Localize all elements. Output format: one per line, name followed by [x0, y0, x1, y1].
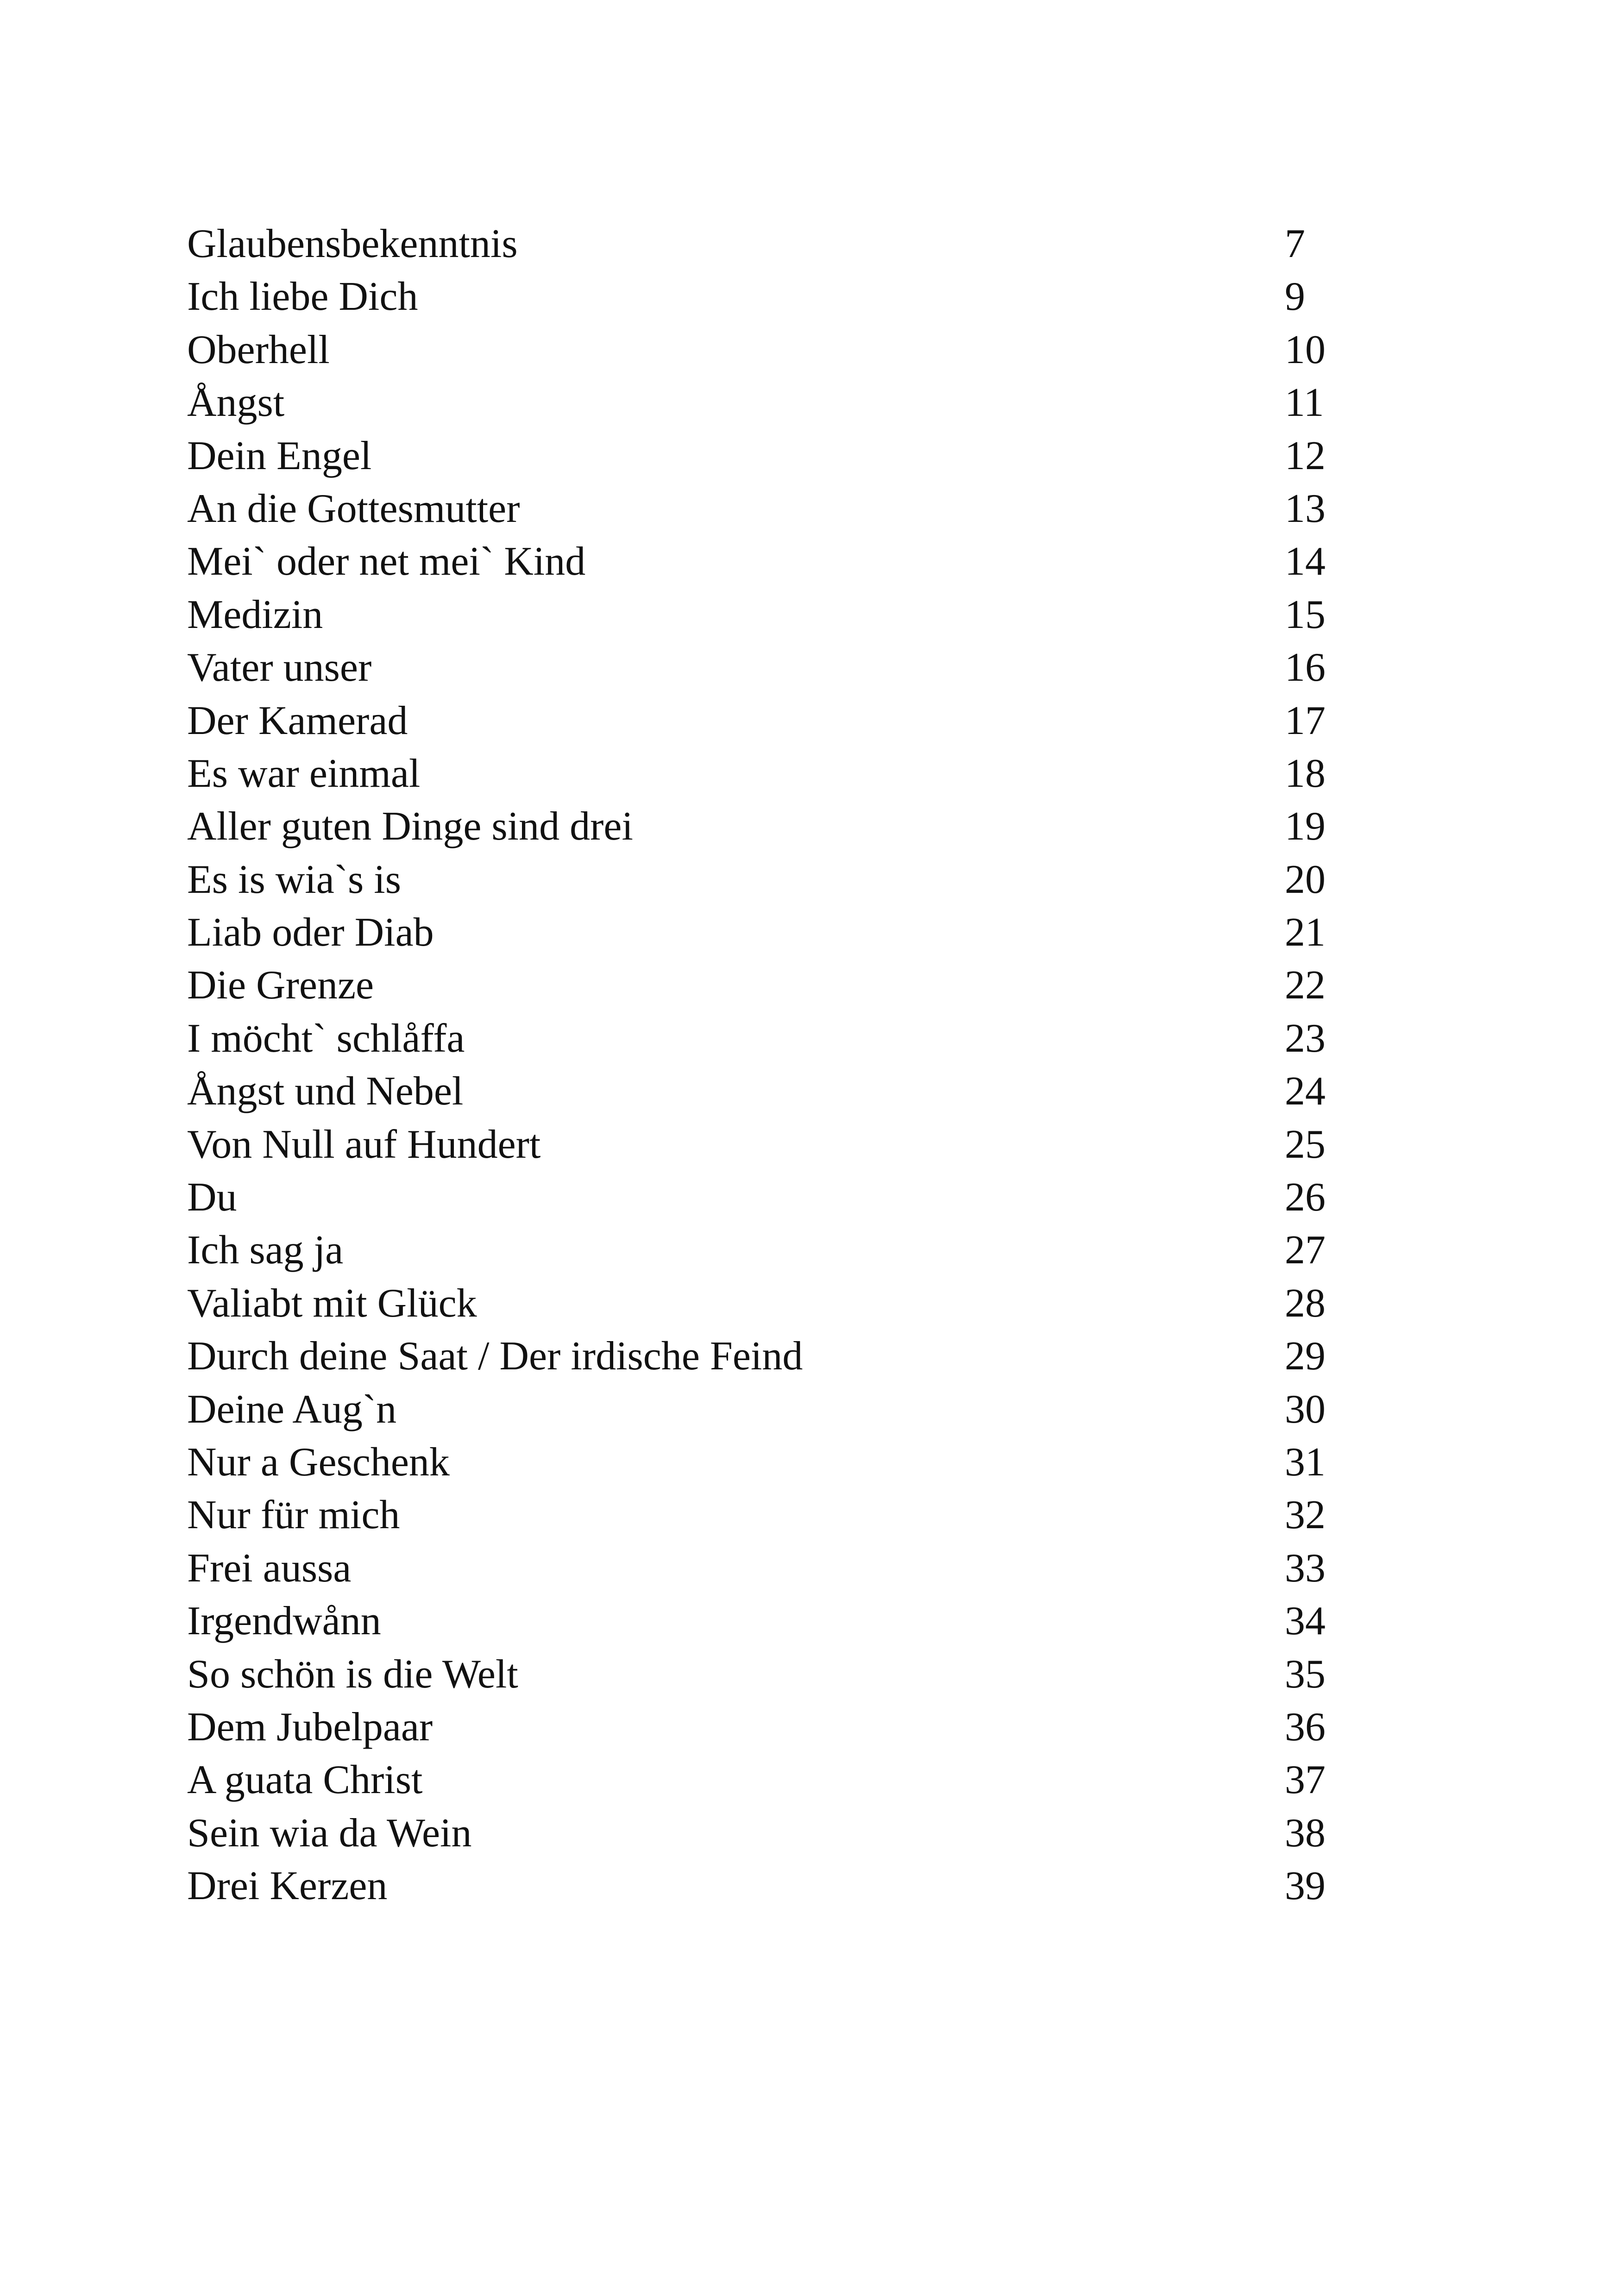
toc-entry-title: Medizin	[187, 592, 323, 637]
toc-entry-page-number: 9	[1285, 274, 1305, 320]
toc-entry	[187, 641, 1345, 694]
toc-entry	[187, 1065, 1345, 1118]
toc-entry-title: Vater unser	[187, 645, 372, 690]
table-of-contents	[187, 218, 1345, 1913]
toc-entry-title: Ångst	[187, 380, 285, 426]
toc-entry	[187, 695, 1345, 747]
toc-entry-title: Die Grenze	[187, 963, 374, 1008]
toc-entry-title: Drei Kerzen	[187, 1863, 388, 1909]
toc-entry	[187, 1012, 1345, 1065]
toc-entry-title: A guata Christ	[187, 1757, 423, 1803]
toc-entry	[187, 1224, 1345, 1277]
toc-entry	[187, 430, 1345, 483]
toc-entry-page-number: 32	[1285, 1493, 1326, 1538]
toc-entry-page-number: 12	[1285, 433, 1326, 478]
toc-entry-page-number: 38	[1285, 1810, 1326, 1856]
toc-entry-title: Dein Engel	[187, 433, 372, 478]
toc-entry-title: Oberhell	[187, 327, 330, 372]
toc-entry-title: Ich liebe Dich	[187, 274, 418, 320]
toc-entry-title: Der Kamerad	[187, 698, 408, 743]
toc-entry-page-number: 10	[1285, 327, 1326, 372]
toc-entry-title: Deine Aug`n	[187, 1386, 397, 1432]
toc-entry	[187, 1330, 1345, 1383]
toc-entry	[187, 1383, 1345, 1436]
toc-entry-page-number: 33	[1285, 1545, 1326, 1591]
toc-entry-title: Ångst und Nebel	[187, 1069, 464, 1114]
toc-entry	[187, 853, 1345, 906]
toc-entry	[187, 1436, 1345, 1489]
toc-entry-page-number: 13	[1285, 486, 1326, 531]
toc-entry-page-number: 20	[1285, 857, 1326, 902]
toc-entry	[187, 1860, 1345, 1913]
toc-entry-title: Aller guten Dinge sind drei	[187, 804, 633, 849]
toc-entry	[187, 747, 1345, 800]
toc-entry-title: I möcht` schlåffa	[187, 1016, 465, 1061]
toc-entry-page-number: 14	[1285, 539, 1326, 584]
toc-entry-title: Liab oder Diab	[187, 910, 434, 955]
toc-entry	[187, 906, 1345, 959]
toc-entry-page-number: 15	[1285, 592, 1326, 637]
toc-entry-page-number: 19	[1285, 804, 1326, 849]
toc-entry-page-number: 36	[1285, 1704, 1326, 1750]
toc-entry	[187, 483, 1345, 535]
toc-entry	[187, 1489, 1345, 1542]
toc-entry-page-number: 25	[1285, 1122, 1326, 1167]
toc-entry-page-number: 11	[1285, 380, 1324, 426]
toc-entry-page-number: 7	[1285, 221, 1305, 266]
toc-entry-page-number: 21	[1285, 910, 1326, 955]
toc-entry	[187, 1807, 1345, 1860]
toc-entry	[187, 589, 1345, 641]
toc-entry-page-number: 34	[1285, 1599, 1326, 1644]
toc-entry	[187, 1277, 1345, 1330]
toc-entry-title: Sein wia da Wein	[187, 1810, 472, 1856]
toc-entry-page-number: 22	[1285, 963, 1326, 1008]
toc-entry-page-number: 28	[1285, 1280, 1326, 1326]
toc-entry-page-number: 29	[1285, 1334, 1326, 1379]
toc-entry-page-number: 16	[1285, 645, 1326, 690]
toc-entry-title: Valiabt mit Glück	[187, 1280, 477, 1326]
toc-entry-page-number: 39	[1285, 1863, 1326, 1909]
toc-entry	[187, 535, 1345, 588]
toc-entry-title: Von Null auf Hundert	[187, 1122, 541, 1167]
toc-entry-title: Mei` oder net mei` Kind	[187, 539, 586, 584]
toc-entry	[187, 1542, 1345, 1595]
toc-entry-page-number: 30	[1285, 1386, 1326, 1432]
toc-entry-page-number: 31	[1285, 1439, 1326, 1485]
toc-entry	[187, 959, 1345, 1012]
toc-entry	[187, 1754, 1345, 1807]
toc-entry-title: Du	[187, 1175, 237, 1220]
toc-entry-title: Es is wia`s is	[187, 857, 401, 902]
toc-entry-title: An die Gottesmutter	[187, 486, 520, 531]
toc-entry-page-number: 26	[1285, 1175, 1326, 1220]
toc-entry	[187, 218, 1345, 270]
toc-entry-title: So schön is die Welt	[187, 1651, 518, 1697]
toc-entry-title: Nur für mich	[187, 1493, 400, 1538]
toc-entry	[187, 1118, 1345, 1171]
toc-entry-page-number: 24	[1285, 1069, 1326, 1114]
toc-entry	[187, 1701, 1345, 1754]
toc-entry	[187, 1595, 1345, 1648]
toc-entry	[187, 1648, 1345, 1701]
toc-entry-page-number: 18	[1285, 751, 1326, 796]
toc-entry-title: Irgendwånn	[187, 1599, 381, 1644]
toc-entry-page-number: 17	[1285, 698, 1326, 743]
toc-entry-title: Durch deine Saat / Der irdische Feind	[187, 1334, 803, 1379]
toc-entry	[187, 800, 1345, 853]
toc-entry-title: Dem Jubelpaar	[187, 1704, 433, 1750]
toc-entry	[187, 270, 1345, 323]
toc-entry-title: Es war einmal	[187, 751, 421, 796]
toc-entry-title: Ich sag ja	[187, 1228, 344, 1273]
toc-entry-page-number: 23	[1285, 1016, 1326, 1061]
toc-entry-page-number: 27	[1285, 1228, 1326, 1273]
toc-entry	[187, 1171, 1345, 1224]
toc-entry-title: Glaubensbekenntnis	[187, 221, 518, 266]
toc-entry-title: Frei aussa	[187, 1545, 352, 1591]
toc-entry	[187, 376, 1345, 429]
toc-entry-title: Nur a Geschenk	[187, 1439, 450, 1485]
toc-entry-page-number: 35	[1285, 1651, 1326, 1697]
toc-entry	[187, 324, 1345, 376]
toc-entry-page-number: 37	[1285, 1757, 1326, 1803]
